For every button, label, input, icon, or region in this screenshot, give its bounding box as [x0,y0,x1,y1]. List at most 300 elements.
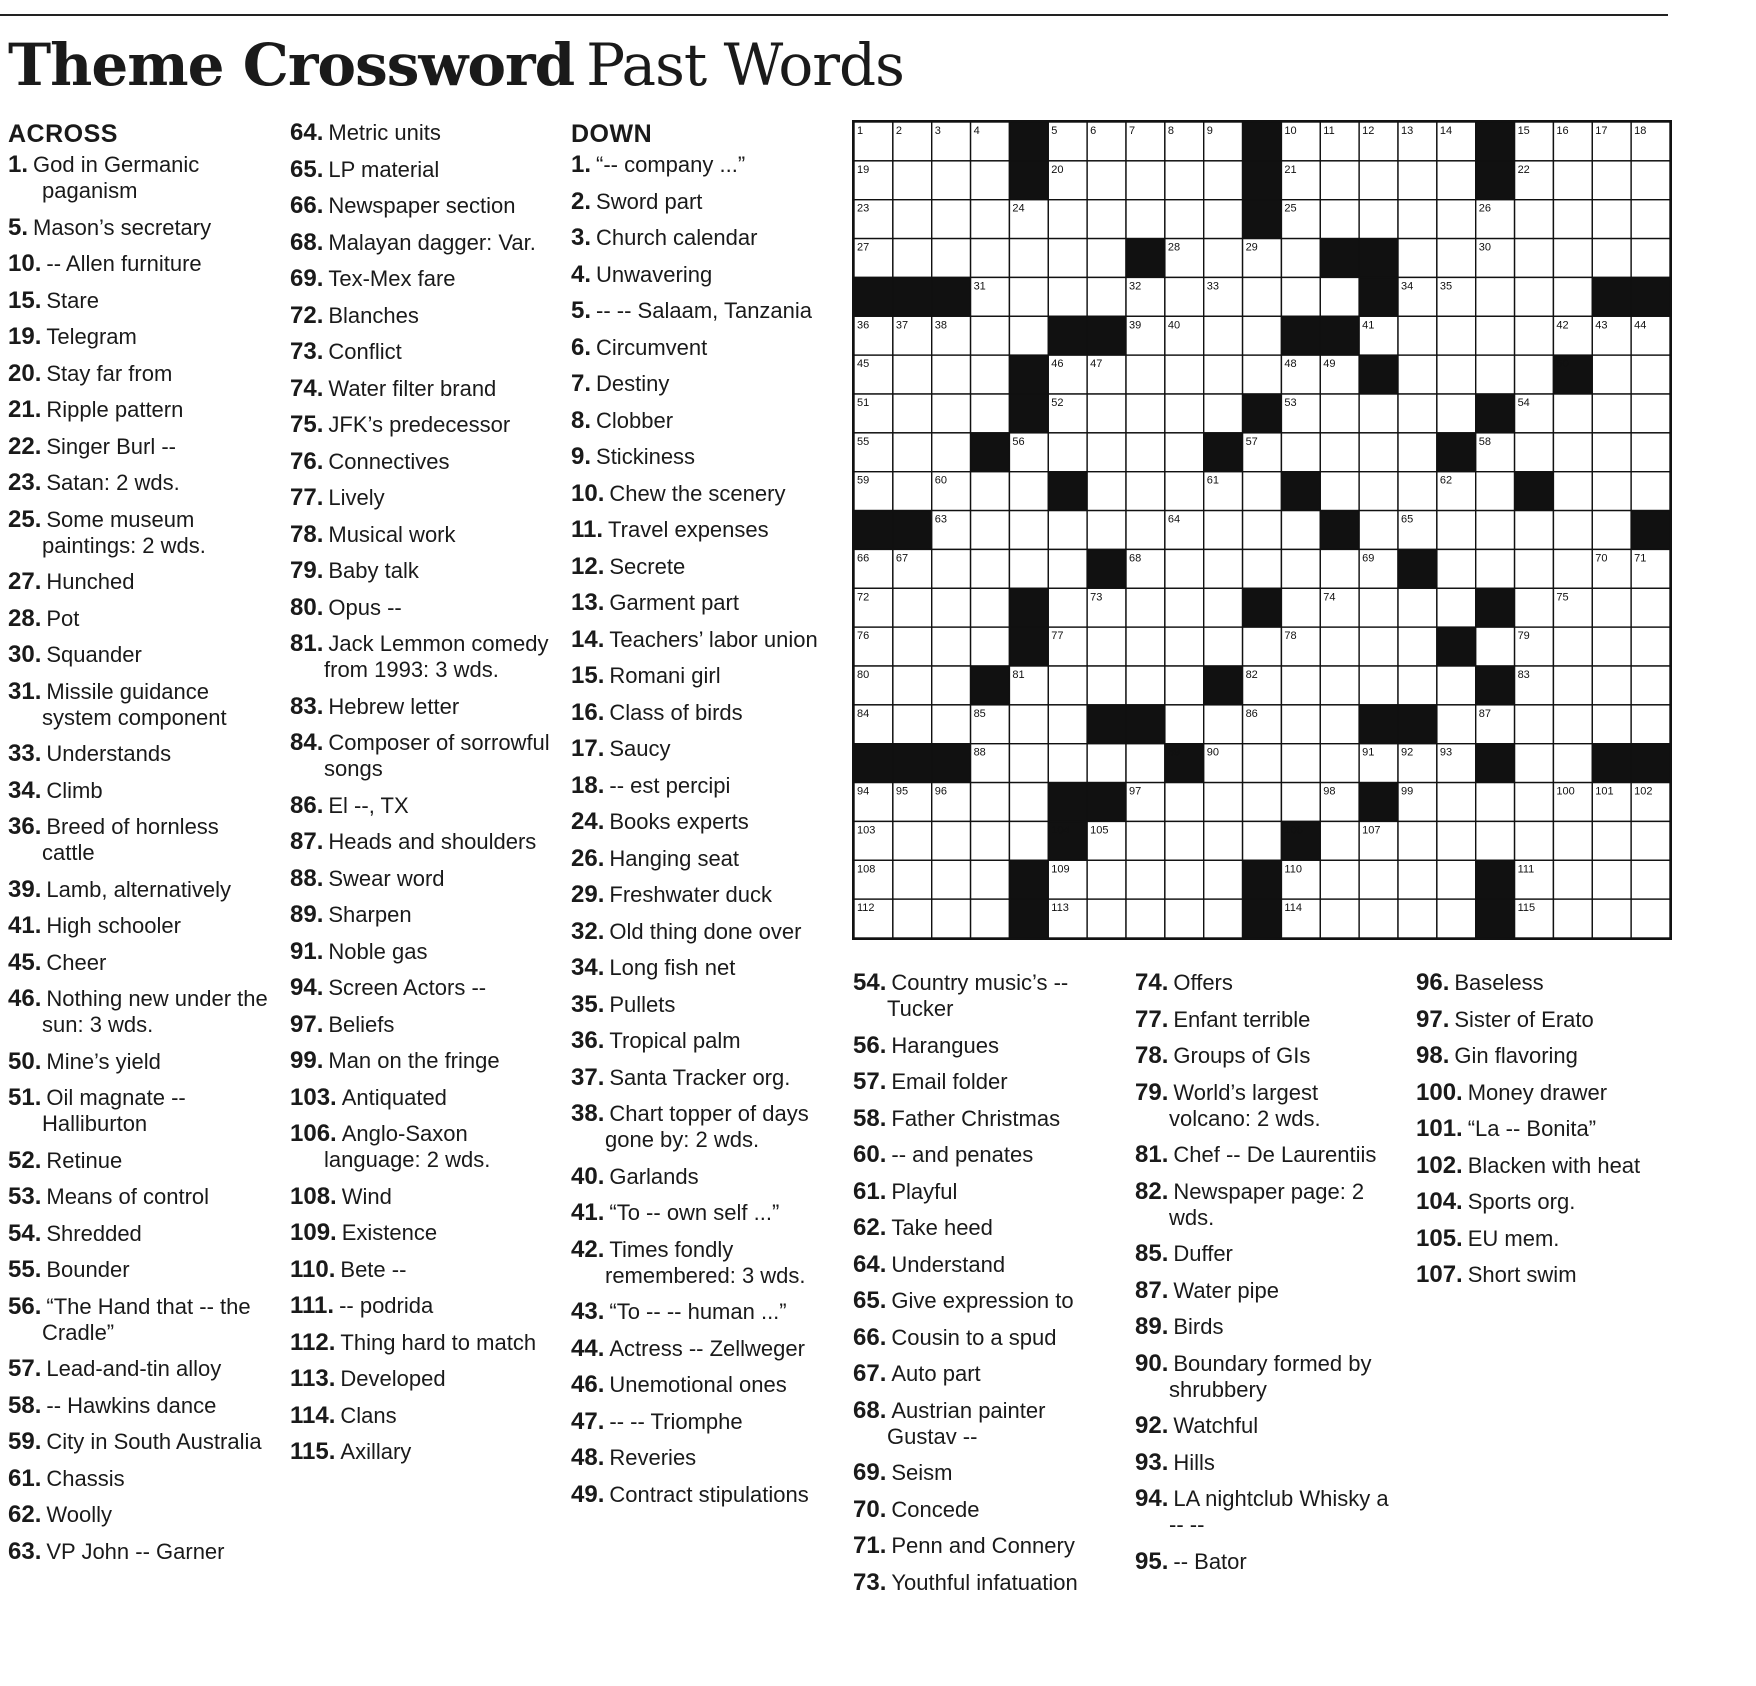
grid-cell[interactable] [1204,899,1243,938]
grid-block [1592,277,1631,316]
grid-cell[interactable] [1592,472,1631,511]
clue-text: “To -- -- human ...” [609,1299,787,1324]
grid-cell[interactable] [1165,549,1204,588]
grid-cell[interactable] [932,627,971,666]
grid-cell[interactable] [1553,744,1592,783]
grid-cell[interactable] [1631,899,1670,938]
grid-cell[interactable] [1048,200,1087,239]
grid-cell[interactable] [1165,783,1204,822]
grid-cell[interactable] [1631,666,1670,705]
grid-cell[interactable] [1243,277,1282,316]
grid-cell[interactable] [893,433,932,472]
grid-cell[interactable] [1126,161,1165,200]
grid-cell[interactable] [1592,899,1631,938]
grid-cell[interactable] [1553,200,1592,239]
grid-cell[interactable] [932,666,971,705]
grid-cell[interactable] [1048,705,1087,744]
grid-cell[interactable] [1087,433,1126,472]
grid-cell[interactable] [971,549,1010,588]
cell-number: 17 [1595,125,1608,137]
grid-cell[interactable] [893,355,932,394]
grid-cell[interactable] [1359,394,1398,433]
grid-cell[interactable] [971,394,1010,433]
grid-cell[interactable] [1048,239,1087,278]
grid-cell[interactable] [1592,666,1631,705]
clue-text: LA nightclub Whisky a -- -- [1169,1486,1389,1537]
grid-cell[interactable] [1009,239,1048,278]
grid-cell[interactable] [1359,627,1398,666]
grid-cell[interactable] [1515,783,1554,822]
grid-cell[interactable] [932,239,971,278]
grid-cell[interactable] [1087,666,1126,705]
grid-cell[interactable] [1204,705,1243,744]
grid-cell[interactable] [1359,666,1398,705]
clue-item [8,778,270,804]
grid-cell[interactable] [893,627,932,666]
grid-cell[interactable] [1437,355,1476,394]
grid-cell[interactable] [1204,549,1243,588]
grid-cell[interactable] [1398,433,1437,472]
grid-cell[interactable] [1204,200,1243,239]
grid-cell[interactable] [1165,472,1204,511]
grid-cell[interactable] [1087,627,1126,666]
grid-cell[interactable] [1048,511,1087,550]
grid-cell[interactable] [1553,821,1592,860]
grid-cell[interactable] [1476,549,1515,588]
grid-cell[interactable] [1165,200,1204,239]
grid-cell[interactable] [1320,433,1359,472]
grid-cell[interactable] [1437,821,1476,860]
grid-cell[interactable] [1165,394,1204,433]
grid-cell[interactable] [1515,355,1554,394]
grid-cell[interactable] [1515,821,1554,860]
grid-cell[interactable] [1243,744,1282,783]
grid-cell[interactable] [1281,705,1320,744]
grid-cell[interactable] [1631,200,1670,239]
grid-cell[interactable] [1204,860,1243,899]
grid-cell[interactable] [1553,705,1592,744]
grid-cell[interactable] [1437,588,1476,627]
grid-cell[interactable] [971,821,1010,860]
clue-item [571,262,833,288]
cell-number: 24 [1012,202,1025,215]
grid-cell[interactable] [1631,705,1670,744]
grid-cell[interactable] [1437,705,1476,744]
grid-cell[interactable] [1359,161,1398,200]
grid-cell[interactable] [971,239,1010,278]
grid-cell[interactable] [1048,666,1087,705]
grid-cell[interactable] [1476,355,1515,394]
grid-cell[interactable] [1437,899,1476,938]
grid-cell[interactable] [1631,627,1670,666]
grid-cell[interactable] [1243,627,1282,666]
grid-cell[interactable] [1165,705,1204,744]
grid-cell[interactable] [1165,666,1204,705]
clue-number: 55. [8,1256,42,1283]
grid-cell[interactable] [1165,161,1204,200]
grid-cell[interactable] [1009,705,1048,744]
grid-cell[interactable] [1592,355,1631,394]
grid-cell[interactable] [1631,472,1670,511]
clue-item [290,793,552,819]
grid-cell[interactable] [971,316,1010,355]
grid-cell[interactable] [893,860,932,899]
grid-cell[interactable] [1087,161,1126,200]
grid-cell[interactable] [1398,472,1437,511]
grid-cell[interactable] [932,355,971,394]
grid-cell[interactable] [1048,549,1087,588]
grid-cell[interactable] [932,549,971,588]
grid-cell[interactable] [1165,433,1204,472]
grid-cell[interactable] [1437,200,1476,239]
grid-cell[interactable] [1320,627,1359,666]
grid-cell[interactable] [1437,511,1476,550]
grid-cell[interactable] [1398,821,1437,860]
clue-text: Short swim [1467,1262,1577,1287]
grid-cell[interactable] [1126,511,1165,550]
grid-cell[interactable] [893,666,932,705]
clue-item [571,992,833,1018]
grid-cell[interactable] [1048,277,1087,316]
clue-number: 71. [853,1532,887,1559]
grid-cell[interactable] [893,161,932,200]
grid-cell[interactable] [1243,549,1282,588]
grid-cell[interactable] [971,200,1010,239]
grid-cell[interactable] [1320,277,1359,316]
grid-cell[interactable] [1553,394,1592,433]
grid-cell[interactable] [1281,549,1320,588]
grid-cell[interactable] [1553,472,1592,511]
grid-cell[interactable] [1437,783,1476,822]
grid-cell[interactable] [1398,627,1437,666]
clue-text: Cousin to a spud [891,1324,1057,1350]
grid-cell[interactable] [1204,627,1243,666]
grid-cell[interactable] [1553,277,1592,316]
grid-cell[interactable] [1515,744,1554,783]
grid-cell[interactable] [1126,588,1165,627]
grid-cell[interactable] [1359,472,1398,511]
grid-cell[interactable] [1592,200,1631,239]
clue-item [8,1429,270,1455]
cell-number: 5 [1051,125,1058,137]
grid-cell[interactable] [1320,860,1359,899]
grid-cell[interactable] [1476,627,1515,666]
grid-cell[interactable] [1592,161,1631,200]
grid-cell[interactable] [1515,316,1554,355]
grid-cell[interactable] [1476,277,1515,316]
grid-cell[interactable] [1165,277,1204,316]
title-light: Past Words [586,31,904,99]
grid-cell[interactable] [1476,316,1515,355]
grid-cell[interactable] [1359,588,1398,627]
cell-number: 51 [857,397,870,409]
grid-cell[interactable] [1281,783,1320,822]
clue-number: 12. [571,552,605,580]
grid-cell[interactable] [1126,666,1165,705]
grid-cell[interactable] [1126,433,1165,472]
cell-number: 99 [1401,785,1414,798]
grid-cell[interactable] [1048,588,1087,627]
grid-cell[interactable] [1165,627,1204,666]
grid-cell[interactable] [1515,588,1554,627]
grid-cell[interactable] [1087,239,1126,278]
grid-cell[interactable] [932,588,971,627]
grid-cell[interactable] [1515,549,1554,588]
grid-cell[interactable] [1126,472,1165,511]
grid-cell[interactable] [1553,161,1592,200]
grid-cell[interactable] [1281,666,1320,705]
grid-cell[interactable] [1592,511,1631,550]
grid-cell[interactable] [1087,511,1126,550]
grid-cell[interactable] [1048,433,1087,472]
grid-cell[interactable] [893,200,932,239]
grid-cell[interactable] [1009,744,1048,783]
grid-cell[interactable] [1165,860,1204,899]
grid-cell[interactable] [1437,860,1476,899]
grid-cell[interactable] [1515,433,1554,472]
grid-cell[interactable] [1243,472,1282,511]
grid-cell[interactable] [1553,433,1592,472]
grid-cell[interactable] [1320,705,1359,744]
grid-cell[interactable] [893,588,932,627]
grid-cell[interactable] [1165,899,1204,938]
grid-cell[interactable] [893,472,932,511]
grid-cell[interactable] [1126,821,1165,860]
grid-cell[interactable] [1204,355,1243,394]
grid-cell[interactable] [1553,549,1592,588]
grid-cell[interactable] [1437,239,1476,278]
grid-cell[interactable] [971,627,1010,666]
grid-cell[interactable] [1204,511,1243,550]
grid-cell[interactable] [1126,627,1165,666]
grid-cell[interactable] [1631,394,1670,433]
grid-cell[interactable] [1281,744,1320,783]
grid-cell[interactable] [971,860,1010,899]
grid-cell[interactable] [1592,627,1631,666]
grid-cell[interactable] [1592,821,1631,860]
grid-cell[interactable] [1320,472,1359,511]
grid-cell[interactable] [1320,744,1359,783]
grid-cell[interactable] [1243,783,1282,822]
grid-block [1009,899,1048,938]
grid-cell[interactable] [1009,821,1048,860]
grid-cell[interactable] [1165,588,1204,627]
grid-cell[interactable] [1320,666,1359,705]
grid-cell[interactable] [1048,744,1087,783]
grid-cell[interactable] [1204,783,1243,822]
grid-cell[interactable] [1398,394,1437,433]
grid-cell[interactable] [1592,433,1631,472]
grid-cell[interactable] [1515,511,1554,550]
grid-cell[interactable] [1087,744,1126,783]
clue-number: 31. [8,677,42,705]
grid-cell[interactable] [1009,472,1048,511]
grid-cell[interactable] [1087,899,1126,938]
grid-cell[interactable] [1631,161,1670,200]
grid-cell[interactable] [971,511,1010,550]
grid-cell[interactable] [1087,472,1126,511]
grid-cell[interactable] [1515,705,1554,744]
grid-cell[interactable] [893,705,932,744]
grid-cell[interactable] [1359,860,1398,899]
grid-cell[interactable] [1398,161,1437,200]
clue-number: 52. [8,1146,42,1174]
grid-cell[interactable] [971,161,1010,200]
grid-cell[interactable] [1009,316,1048,355]
grid-cell[interactable] [1165,821,1204,860]
grid-cell[interactable] [1437,394,1476,433]
cell-number: 40 [1167,319,1181,332]
grid-cell[interactable] [971,588,1010,627]
grid-cell[interactable] [1437,666,1476,705]
grid-cell[interactable] [932,899,971,938]
grid-cell[interactable] [1553,627,1592,666]
clue-number: 47. [571,1407,605,1435]
grid-cell[interactable] [1281,433,1320,472]
grid-cell[interactable] [1631,433,1670,472]
grid-cell[interactable] [1126,899,1165,938]
grid-cell[interactable] [1631,821,1670,860]
grid-cell[interactable] [893,394,932,433]
grid-cell[interactable] [1204,588,1243,627]
clue-item [571,1409,833,1435]
grid-cell[interactable] [1398,316,1437,355]
grid-cell[interactable] [1398,666,1437,705]
grid-cell[interactable] [932,200,971,239]
grid-cell[interactable] [1437,316,1476,355]
grid-cell[interactable] [1398,899,1437,938]
grid-cell[interactable] [971,472,1010,511]
grid-cell[interactable] [971,783,1010,822]
grid-cell[interactable] [1515,277,1554,316]
grid-cell[interactable] [1359,899,1398,938]
grid-cell[interactable] [1476,783,1515,822]
grid-cell[interactable] [1398,239,1437,278]
grid-cell[interactable] [1204,161,1243,200]
grid-cell[interactable] [1009,549,1048,588]
grid-cell[interactable] [932,860,971,899]
grid-cell[interactable] [1126,860,1165,899]
grid-cell[interactable] [932,394,971,433]
grid-cell[interactable] [1320,821,1359,860]
clue-text: Sister of Erato [1454,1006,1594,1032]
grid-cell[interactable] [1553,666,1592,705]
grid-cell[interactable] [971,355,1010,394]
grid-cell[interactable] [1320,161,1359,200]
grid-cell[interactable] [1398,860,1437,899]
clue-number: 4. [571,260,592,288]
grid-cell[interactable] [1592,588,1631,627]
grid-cell[interactable] [1398,588,1437,627]
grid-cell[interactable] [1009,783,1048,822]
cell-number: 31 [973,280,986,293]
clue-number: 88. [290,864,324,892]
clue-text: Metric units [328,120,441,145]
grid-cell[interactable] [1320,200,1359,239]
grid-cell[interactable] [1359,511,1398,550]
grid-cell[interactable] [1204,316,1243,355]
grid-cell[interactable] [1592,860,1631,899]
grid-cell[interactable] [1087,200,1126,239]
grid-cell[interactable] [1476,511,1515,550]
clue-text: -- podrida [339,1293,434,1318]
grid-cell[interactable] [1320,394,1359,433]
grid-cell[interactable] [1281,588,1320,627]
grid-cell[interactable] [1204,821,1243,860]
clue-item [290,1439,552,1465]
grid-cell[interactable] [1476,821,1515,860]
grid-cell[interactable] [1592,394,1631,433]
grid-cell[interactable] [1631,860,1670,899]
grid-cell[interactable] [1398,200,1437,239]
grid-cell[interactable] [1592,705,1631,744]
grid-cell[interactable] [1087,277,1126,316]
grid-cell[interactable] [1204,239,1243,278]
grid-cell[interactable] [1243,316,1282,355]
clue-text: Opus -- [328,594,402,620]
grid-cell[interactable] [932,821,971,860]
grid-cell[interactable] [932,161,971,200]
grid-cell[interactable] [893,239,932,278]
grid-cell[interactable] [1631,588,1670,627]
grid-cell[interactable] [1553,511,1592,550]
grid-cell[interactable] [893,821,932,860]
grid-cell[interactable] [1476,472,1515,511]
grid-cell[interactable] [1359,433,1398,472]
grid-cell[interactable] [1087,394,1126,433]
clue-text: Enfant terrible [1173,1006,1311,1032]
grid-cell[interactable] [893,899,932,938]
clue-number: 15. [571,662,605,689]
grid-cell[interactable] [1553,899,1592,938]
grid-cell[interactable] [1592,239,1631,278]
grid-cell[interactable] [971,899,1010,938]
grid-cell[interactable] [1165,355,1204,394]
grid-cell[interactable] [1126,744,1165,783]
grid-cell[interactable] [1398,355,1437,394]
grid-cell[interactable] [932,433,971,472]
clue-text: Secrete [609,553,686,579]
grid-cell[interactable] [1243,821,1282,860]
grid-cell[interactable] [1515,239,1554,278]
grid-cell[interactable] [1553,239,1592,278]
grid-cell[interactable] [1281,277,1320,316]
grid-cell[interactable] [1243,511,1282,550]
grid-cell[interactable] [1243,355,1282,394]
grid-cell[interactable] [1631,355,1670,394]
clue-text: Hunched [46,569,135,594]
grid-cell[interactable] [1320,549,1359,588]
grid-cell[interactable] [1437,161,1476,200]
grid-cell[interactable] [1359,200,1398,239]
grid-cell[interactable] [1126,355,1165,394]
grid-cell[interactable] [932,705,971,744]
grid-cell[interactable] [1281,239,1320,278]
grid-cell[interactable] [1553,860,1592,899]
grid-cell[interactable] [1009,511,1048,550]
grid-cell[interactable] [1126,200,1165,239]
grid-cell[interactable] [1631,239,1670,278]
grid-cell[interactable] [1126,394,1165,433]
grid-cell[interactable] [1437,549,1476,588]
clue-item [571,809,833,835]
grid-cell[interactable] [1087,860,1126,899]
grid-cell[interactable] [1515,200,1554,239]
grid-cell[interactable] [1320,899,1359,938]
grid-cell[interactable] [1204,394,1243,433]
grid-cell[interactable] [1281,511,1320,550]
grid-cell[interactable] [1009,277,1048,316]
